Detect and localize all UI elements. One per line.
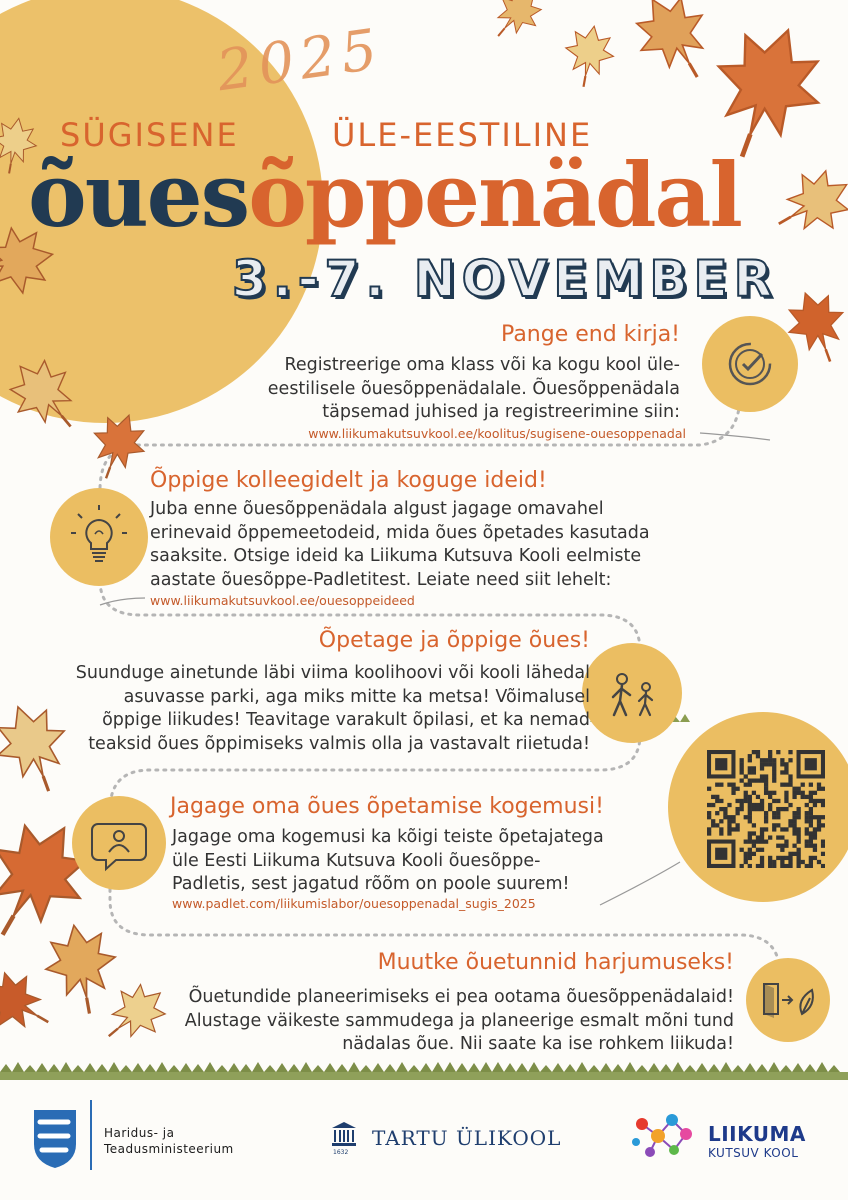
- section-2-line: erinevaid õppemeetodeid, mida õues õpetades kasutada: [150, 522, 650, 543]
- section-2-line: saaksite. Otsige ideid ka Liikuma Kutsuva Kooli eelmiste: [150, 546, 642, 566]
- walking-people-icon: [582, 643, 682, 743]
- lkk-name-1: LIIKUMA: [708, 1122, 806, 1146]
- university-logo: [330, 1120, 358, 1156]
- lightbulb-icon: [50, 488, 148, 586]
- section-4-icon-circle: [72, 796, 166, 890]
- check-icon: [702, 316, 798, 412]
- arrow-line: [700, 433, 770, 440]
- subtitle-left: SÜGISENE: [60, 116, 239, 154]
- section-1-line: eestilisele õuesõppenädalale. Õuesõppenädala: [267, 378, 680, 399]
- section-1-body: [120, 354, 680, 425]
- university-year: 1632: [333, 1149, 349, 1156]
- section-3-line: õppige liikudes! Teavitage varakult õpilasi, et ka nemad: [102, 710, 590, 730]
- section-3-line: teaksid õues õppimiseks valmis olla ja vastavalt riietuda!: [88, 733, 590, 754]
- section-5-body: [94, 986, 734, 1057]
- section-5-line: nädalas õue. Nii saate ka ise rohkem liikuda!: [342, 1034, 734, 1054]
- section-1-line: Registreerige oma klass või ka kogu kool üle-: [284, 355, 680, 375]
- section-5-icon-circle: [746, 958, 830, 1042]
- section-3-body: [0, 662, 590, 756]
- section-5-line: Alustage väikeste sammudega ja planeerige esmalt mõni tund: [184, 1010, 734, 1031]
- section-4-link[interactable]: www.padlet.com/liikumislabor/ouesoppenadal_sugis_2025: [172, 896, 536, 911]
- section-4-body: [172, 826, 652, 897]
- title-part-2: õppenädal: [248, 143, 741, 247]
- section-4-title: Jagage oma õues õpetamise kogemusi!: [170, 794, 604, 819]
- section-1-icon-circle: [702, 316, 798, 412]
- section-3-icon-circle: [582, 643, 682, 743]
- ministry-line-2: Teadusministeerium: [104, 1142, 234, 1156]
- ministry-logo: [32, 1108, 78, 1174]
- section-2-title: Õppige kolleegidelt ja koguge ideid!: [150, 468, 547, 493]
- section-1-title: Pange end kirja!: [501, 322, 680, 347]
- section-3-title: Õpetage ja õppige õues!: [318, 628, 590, 653]
- section-2-line: Juba enne õuesõppenädala algust jagage omavahel: [150, 499, 604, 519]
- ministry-line-1: Haridus- ja: [104, 1126, 175, 1140]
- grass-strip: [0, 1062, 848, 1080]
- door-leaf-icon: [746, 958, 830, 1042]
- section-2-body: [150, 498, 710, 592]
- section-4-line: Padletis, sest jagatud rõõm on poole suurem!: [172, 874, 570, 894]
- section-2-icon-circle: [50, 488, 148, 586]
- section-5-title: Muutke õuetunnid harjumuseks!: [377, 950, 734, 975]
- section-1-link[interactable]: www.liikumakutsuvkool.ee/koolitus/sugisene-ouesoppenadal: [308, 426, 686, 441]
- year-label: 2025: [213, 16, 387, 105]
- ministry-divider: [90, 1100, 92, 1170]
- section-2-line: aastate õuesõppe-Padletitest. Leiate need siit lehelt:: [150, 569, 612, 590]
- event-dates: 3.-7. NOVEMBER: [232, 250, 779, 308]
- main-title: [28, 140, 828, 250]
- university-building-icon: [330, 1120, 358, 1148]
- lkk-logo: [628, 1106, 706, 1168]
- coat-of-arms-icon: [32, 1108, 78, 1170]
- chat-user-icon: [72, 796, 166, 890]
- lkk-name-2: KUTSUV KOOL: [708, 1146, 799, 1160]
- qr-code[interactable]: [707, 750, 825, 868]
- section-4-line: üle Eesti Liikuma Kutsuva Kooli õuesõppe-: [172, 850, 541, 871]
- title-part-1: õues: [28, 143, 249, 247]
- section-3-line: asuvasse parki, aga miks mitte ka metsa! Võimalusel: [123, 686, 590, 707]
- subtitle-right: ÜLE-EESTILINE: [332, 116, 593, 154]
- ministry-name: [104, 1125, 234, 1157]
- section-1-line: täpsemad juhised ja registreerimine siin:: [322, 402, 680, 422]
- section-3-line: Suunduge ainetunde läbi viima koolihoovi või kooli lähedal: [75, 663, 590, 683]
- university-name: TARTU ÜLIKOOL: [372, 1126, 562, 1150]
- section-4-line: Jagage oma kogemusi ka kõigi teiste õpetajatega: [172, 827, 604, 847]
- molecule-icon: [628, 1106, 706, 1164]
- section-2-link[interactable]: www.liikumakutsuvkool.ee/ouesoppeideed: [150, 593, 415, 608]
- section-5-line: Õuetundide planeerimiseks ei pea ootama õuesõppenädalaid!: [188, 987, 734, 1007]
